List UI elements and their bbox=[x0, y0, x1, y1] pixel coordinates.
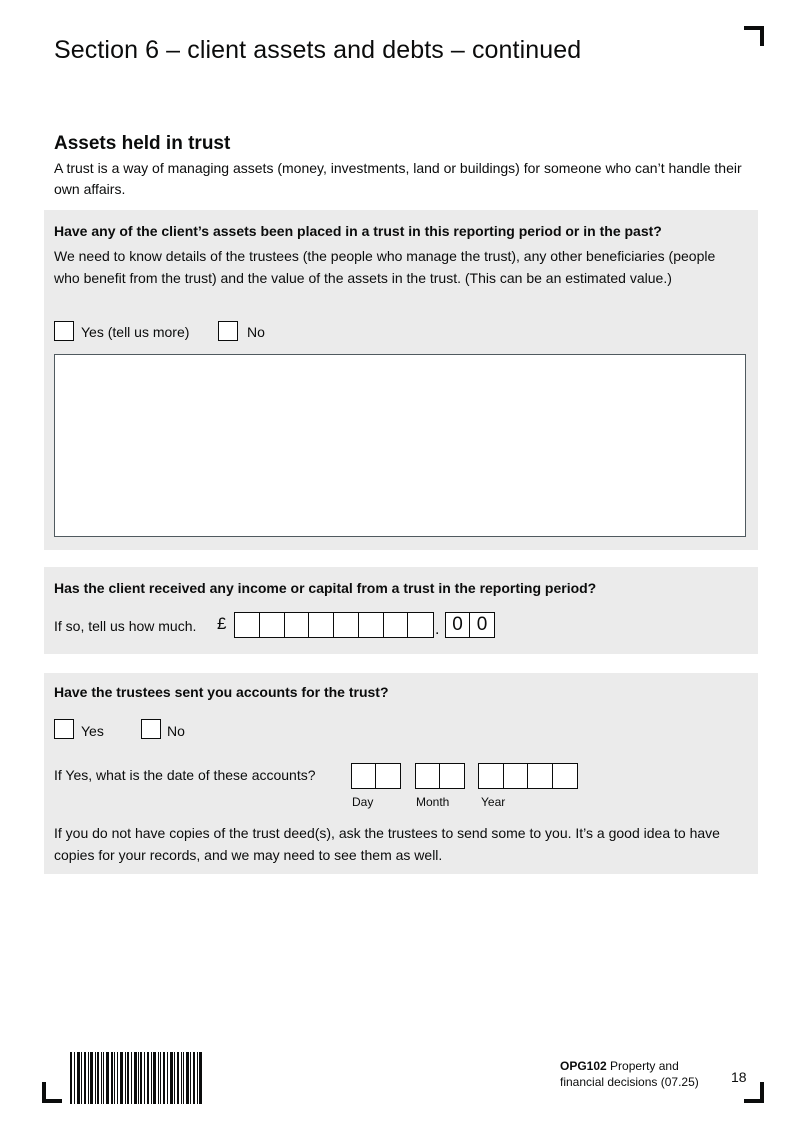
pounds-digit-box[interactable] bbox=[334, 613, 359, 637]
pounds-digit-box[interactable] bbox=[359, 613, 384, 637]
pounds-digit-box[interactable] bbox=[235, 613, 260, 637]
year-digit-box[interactable] bbox=[504, 764, 529, 788]
barcode-image bbox=[70, 1052, 202, 1104]
page-title: Section 6 – client assets and debts – continued bbox=[54, 36, 582, 64]
form-version: (07.25) bbox=[660, 1075, 699, 1089]
pounds-digit-box[interactable] bbox=[309, 613, 334, 637]
decimal-point: . bbox=[435, 621, 440, 638]
trust-accounts-no-checkbox[interactable] bbox=[141, 719, 161, 739]
pounds-amount-field[interactable] bbox=[234, 612, 434, 638]
trust-accounts-no-label: No bbox=[167, 723, 185, 739]
pounds-digit-box[interactable] bbox=[260, 613, 285, 637]
trust-accounts-panel bbox=[44, 673, 758, 874]
accounts-date-month-field[interactable] bbox=[415, 763, 465, 789]
assets-in-trust-no-checkbox[interactable] bbox=[218, 321, 238, 341]
assets-in-trust-yes-checkbox[interactable] bbox=[54, 321, 74, 341]
section-intro: A trust is a way of managing assets (money, investments, land or buildings) for someone who can’t handle their own affairs. bbox=[54, 160, 742, 197]
page-number: 18 bbox=[731, 1069, 747, 1085]
assets-in-trust-panel bbox=[44, 210, 758, 550]
accounts-date-day-field[interactable] bbox=[351, 763, 401, 789]
trust-deed-note: If you do not have copies of the trust deed(s), ask the trustees to send some to you. It’s a good idea to have copies for your records, and we may need to see them as well. bbox=[54, 825, 720, 863]
trust-accounts-question: Have the trustees sent you accounts for the trust? bbox=[54, 684, 389, 700]
form-code: OPG102 bbox=[560, 1059, 607, 1073]
section-heading: Assets held in trust bbox=[54, 133, 231, 154]
currency-symbol: £ bbox=[217, 614, 227, 633]
pounds-digit-box[interactable] bbox=[408, 613, 433, 637]
pounds-digit-box[interactable] bbox=[384, 613, 409, 637]
month-caption: Month bbox=[416, 795, 450, 809]
assets-in-trust-yes-label: Yes (tell us more) bbox=[81, 324, 190, 340]
year-digit-box[interactable] bbox=[479, 764, 504, 788]
assets-in-trust-no-label: No bbox=[247, 324, 265, 340]
amount-label: If so, tell us how much. bbox=[54, 618, 197, 634]
year-digit-box[interactable] bbox=[553, 764, 577, 788]
form-reference bbox=[560, 1058, 710, 1090]
accounts-date-year-field[interactable] bbox=[478, 763, 578, 789]
day-digit-box[interactable] bbox=[352, 764, 376, 788]
month-digit-box[interactable] bbox=[416, 764, 440, 788]
corner-mark-bottom-right bbox=[744, 1099, 764, 1103]
day-caption: Day bbox=[352, 795, 374, 809]
assets-in-trust-question: Have any of the client’s assets been placed in a trust in this reporting period or in the past? bbox=[54, 223, 662, 239]
year-digit-box[interactable] bbox=[528, 764, 553, 788]
corner-mark-bottom-left bbox=[42, 1099, 62, 1103]
trust-accounts-yes-checkbox[interactable] bbox=[54, 719, 74, 739]
assets-in-trust-details-field[interactable] bbox=[54, 354, 746, 537]
trust-accounts-yes-label: Yes bbox=[81, 723, 104, 739]
pence-amount-field[interactable] bbox=[445, 612, 495, 638]
pence-digit-box[interactable]: 0 bbox=[446, 613, 470, 637]
income-from-trust-question: Has the client received any income or capital from a trust in the reporting period? bbox=[54, 580, 597, 596]
accounts-date-label: If Yes, what is the date of these accounts? bbox=[54, 767, 316, 783]
form-name: Property and financial decisions bbox=[560, 1059, 679, 1089]
assets-in-trust-help: We need to know details of the trustees (the people who manage the trust), any other beneficiaries (people who benefit from the trust) and the value of the assets in the trust. (This can be an estimated value.) bbox=[54, 248, 716, 286]
income-from-trust-panel bbox=[44, 567, 758, 654]
day-digit-box[interactable] bbox=[376, 764, 400, 788]
corner-mark-top-right bbox=[760, 26, 764, 46]
year-caption: Year bbox=[481, 795, 506, 809]
pence-digit-box[interactable]: 0 bbox=[476, 614, 488, 635]
month-digit-box[interactable] bbox=[440, 764, 464, 788]
pounds-digit-box[interactable] bbox=[285, 613, 310, 637]
